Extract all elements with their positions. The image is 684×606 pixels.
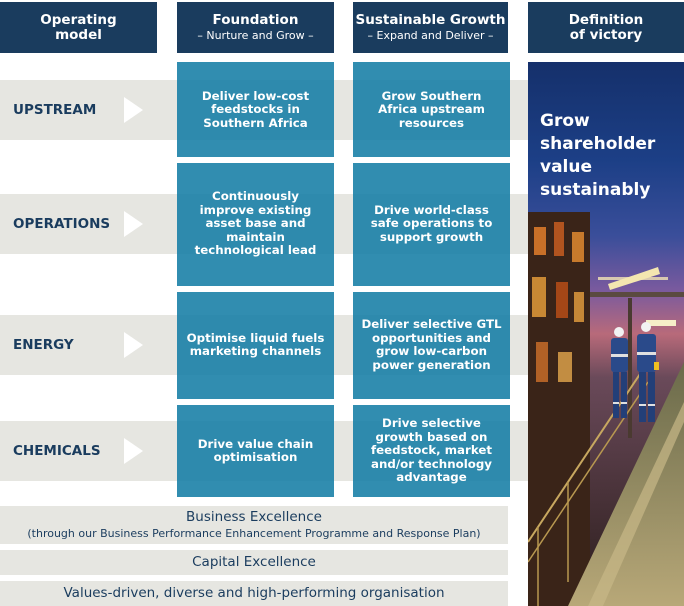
row-label-upstream: UPSTREAM xyxy=(13,102,97,118)
growth-header xyxy=(353,2,508,53)
capital-excellence-bar xyxy=(0,550,508,575)
victory-statement: Grow shareholder value sustainably xyxy=(540,111,656,200)
row-label-energy: ENERGY xyxy=(13,337,74,353)
business-excellence-bar xyxy=(0,506,508,544)
row-label-operations: OPERATIONS xyxy=(13,216,111,232)
growth-header-subtitle: – Expand and Deliver – xyxy=(367,28,494,42)
arrow-right-icon xyxy=(124,97,143,123)
growth-text-operations: Drive world-class safe operations to support growth xyxy=(370,202,493,244)
foundation-text-operations: Continuously improve existing asset base and maintain technological lead xyxy=(194,189,317,258)
growth-text-upstream: Grow Southern Africa upstream resources xyxy=(378,88,485,130)
business-excellence-title: Business Excellence xyxy=(186,509,322,525)
victory-header xyxy=(528,2,684,53)
growth-header-title: Sustainable Growth xyxy=(355,11,506,28)
arrow-right-icon xyxy=(124,438,143,464)
foundation-header xyxy=(177,2,334,53)
foundation-header-subtitle: – Nurture and Grow – xyxy=(197,28,314,42)
business-excellence-subtitle: (through our Business Performance Enhancement Programme and Response Plan) xyxy=(27,527,481,540)
operating-model-header xyxy=(0,2,157,53)
values-title: Values-driven, diverse and high-performing organisation xyxy=(63,585,445,601)
foundation-text-chemicals: Drive value chain optimisation xyxy=(197,436,314,464)
victory-header-title: Definition of victory xyxy=(568,11,644,43)
foundation-text-upstream: Deliver low-cost feedstocks in Southern Africa xyxy=(201,88,310,130)
arrow-right-icon xyxy=(124,332,143,358)
arrow-right-icon xyxy=(124,211,143,237)
foundation-text-energy: Optimise liquid fuels marketing channels xyxy=(186,330,325,358)
operating-model-header-title: Operating model xyxy=(40,11,117,43)
capital-excellence-title: Capital Excellence xyxy=(192,554,316,570)
growth-text-chemicals: Drive selective growth based on feedstock, market and/or technology advantage xyxy=(370,416,492,485)
growth-text-energy: Deliver selective GTL opportunities and grow low-carbon power generation xyxy=(361,317,502,372)
row-label-chemicals: CHEMICALS xyxy=(13,443,101,459)
foundation-header-title: Foundation xyxy=(212,11,299,28)
values-bar xyxy=(0,581,508,606)
